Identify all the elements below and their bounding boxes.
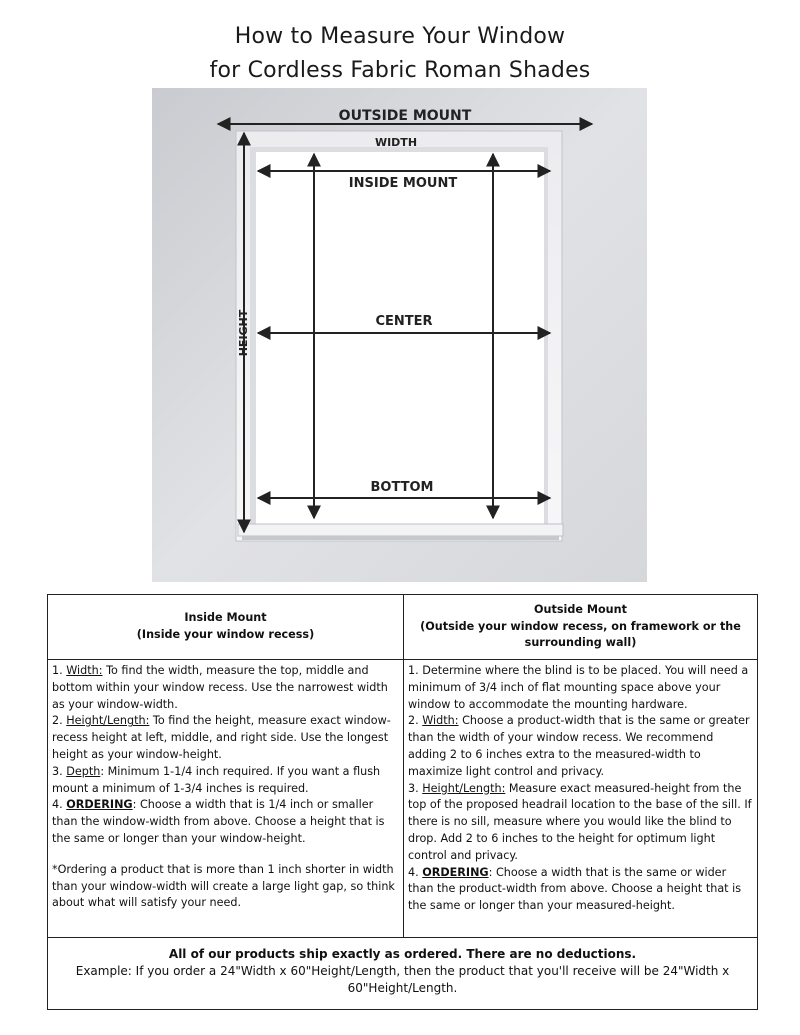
window-measurement-diagram [152, 88, 647, 582]
page-title-line-1: How to Measure Your Window [234, 24, 566, 49]
outside-step: 2. Width: Choose a product-width that is the same or greater than the width of your window recess. We recommend adding 2 to 6 inches extra to the measured-width to maximize light control and privacy. [408, 714, 750, 778]
outside-mount-header [404, 595, 758, 660]
inside-step: 4. ORDERING: Choose a width that is 1/4 inch or smaller than the window-width from above. Choose a height that is the same or longer than your window-height. [52, 798, 385, 845]
inside-mount-header [48, 595, 404, 660]
inside-mount-heading: Inside Mount [184, 611, 267, 625]
outside-mount-instructions [404, 660, 758, 938]
outside-step: 3. Height/Length: Measure exact measured-height from the top of the proposed headrail location to the base of the sill. If there is no sill, measure where you would like the blind to drop. Add 2 to 6 inches to the height for optimum light control and privacy. [408, 781, 752, 862]
inside-note: *Ordering a product that is more than 1 inch shorter in width than your window-width will create a large light gap, so think about what will satisfy your need. [52, 862, 395, 910]
shipping-note-example: Example: If you order a 24"Width x 60"Height/Length, then the product that you'll receive will be 24"Width x 60"Height/Length. [75, 964, 730, 995]
measurement-instructions-table [47, 594, 758, 1010]
outside-step: 4. ORDERING: Choose a width that is the same or wider than the product-width from above. Choose a height that is the same or longer than your measured-height. [408, 865, 742, 913]
center-label: CENTER [375, 314, 433, 329]
inside-mount-label: INSIDE MOUNT [348, 176, 458, 191]
window-sill [238, 524, 563, 536]
height-label: HEIGHT [237, 309, 250, 357]
inside-step: 3. Depth: Minimum 1-1/4 inch required. If you want a flush mount a minimum of 1-3/4 inches is required. [52, 764, 381, 795]
outside-mount-subheading: (Outside your window recess, on framework or the surrounding wall) [420, 619, 741, 650]
shipping-note [48, 938, 758, 1010]
window-glass [256, 152, 544, 524]
inside-mount-instructions [48, 660, 404, 938]
inside-step: 1. Width: To find the width, measure the top, middle and bottom within your window recess. Use the narrowest width as your window-width. [52, 664, 388, 711]
inside-step: 2. Height/Length: To find the height, measure exact window-recess height at left, middle, and right side. Use the longest height as your window-height. [52, 714, 391, 761]
width-label: WIDTH [374, 136, 418, 149]
shipping-note-bold: All of our products ship exactly as ordered. There are no deductions. [168, 947, 637, 961]
outside-step: 1. Determine where the blind is to be placed. You will need a minimum of 3/4 inch of flat mounting space above your window to accommodate the mounting hardware. [408, 664, 749, 711]
outside-mount-heading: Outside Mount [534, 602, 627, 616]
sill-shadow [242, 536, 559, 540]
bottom-label: BOTTOM [370, 480, 434, 495]
inside-mount-subheading: (Inside your window recess) [136, 628, 315, 641]
page-title-line-2: for Cordless Fabric Roman Shades [209, 58, 591, 83]
outside-mount-label: OUTSIDE MOUNT [338, 108, 472, 124]
